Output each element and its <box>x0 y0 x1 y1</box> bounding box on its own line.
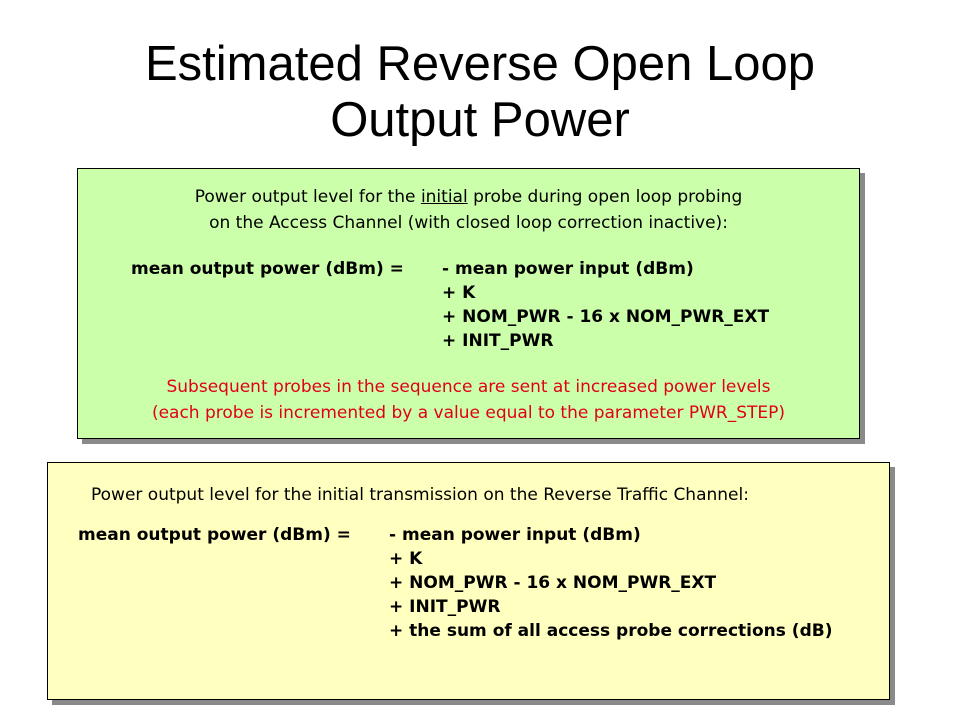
access-intro-text-a: Power output level for the <box>194 187 421 207</box>
access-formula-term: - mean power input (dBm) <box>442 259 694 279</box>
access-intro-text-b: probe during open loop probing <box>467 187 743 207</box>
access-intro-line-2: on the Access Channel (with closed loop correction inactive): <box>209 213 728 233</box>
traffic-formula-term: - mean power input (dBm) <box>389 525 641 545</box>
slide-title-line-2: Output Power <box>330 93 630 147</box>
slide-title-line-1: Estimated Reverse Open Loop <box>144 37 816 91</box>
traffic-intro-line: Power output level for the initial transmission on the Reverse Traffic Channel: <box>91 485 749 505</box>
access-intro-line-1 <box>78 185 859 209</box>
slide-title <box>0 36 960 148</box>
access-channel-box <box>77 168 860 439</box>
access-formula-terms <box>442 257 769 353</box>
traffic-formula-lhs: mean output power (dBm) = <box>78 525 351 545</box>
traffic-formula-terms <box>389 523 832 643</box>
access-note-line-1: Subsequent probes in the sequence are sent at increased power levels <box>166 377 771 397</box>
access-formula-term: + INIT_PWR <box>442 331 554 351</box>
access-intro-emphasis: initial <box>420 187 468 207</box>
access-formula-term: + K <box>442 283 476 303</box>
traffic-formula-term: + K <box>389 549 423 569</box>
traffic-channel-box <box>47 462 890 700</box>
traffic-formula-term: + INIT_PWR <box>389 597 501 617</box>
access-note-line-2: (each probe is incremented by a value equal to the parameter PWR_STEP) <box>151 403 786 423</box>
access-formula-lhs: mean output power (dBm) = <box>131 259 404 279</box>
traffic-formula-term: + NOM_PWR - 16 x NOM_PWR_EXT <box>389 573 717 593</box>
access-formula-term: + NOM_PWR - 16 x NOM_PWR_EXT <box>442 307 770 327</box>
traffic-formula-term: + the sum of all access probe corrections (dB) <box>389 621 833 641</box>
